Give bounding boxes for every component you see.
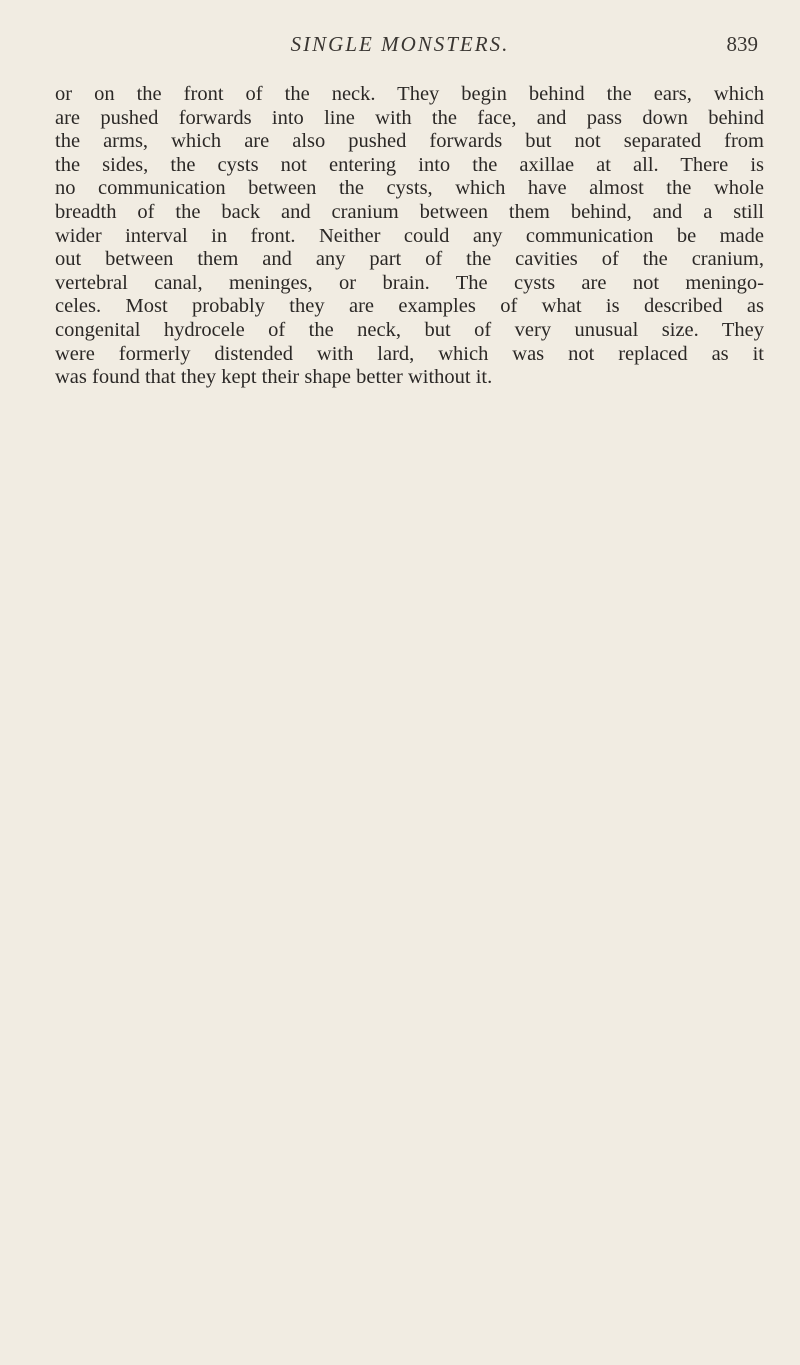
text-line: vertebral canal, meninges, or brain. The cysts are not meningo- bbox=[55, 271, 764, 294]
body-paragraph bbox=[55, 83, 764, 390]
text-line: no communication between the cysts, which have almost the whole bbox=[55, 177, 764, 200]
text-line: breadth of the back and cranium between them behind, and a still bbox=[55, 200, 764, 223]
text-line: congenital hydrocele of the neck, but of very unusual size. They bbox=[55, 318, 764, 341]
text-line: the sides, the cysts not entering into the axillae at all. There is bbox=[55, 153, 764, 176]
text-line: wider interval in front. Neither could any communication be made bbox=[55, 224, 764, 247]
page-number: 839 bbox=[726, 32, 758, 56]
text-line: celes. Most probably they are examples of what is described as bbox=[55, 295, 764, 318]
text-line: was found that they kept their shape better without it. bbox=[55, 366, 493, 389]
running-head bbox=[0, 32, 800, 62]
running-title: SINGLE MONSTERS. bbox=[290, 32, 510, 56]
text-line: are pushed forwards into line with the face, and pass down behind bbox=[55, 106, 764, 129]
text-line: the arms, which are also pushed forwards but not separated from bbox=[55, 130, 764, 153]
text-line: were formerly distended with lard, which was not replaced as it bbox=[55, 342, 764, 365]
text-line: out between them and any part of the cavities of the cranium, bbox=[55, 248, 764, 271]
text-line: or on the front of the neck. They begin behind the ears, which bbox=[55, 83, 764, 105]
